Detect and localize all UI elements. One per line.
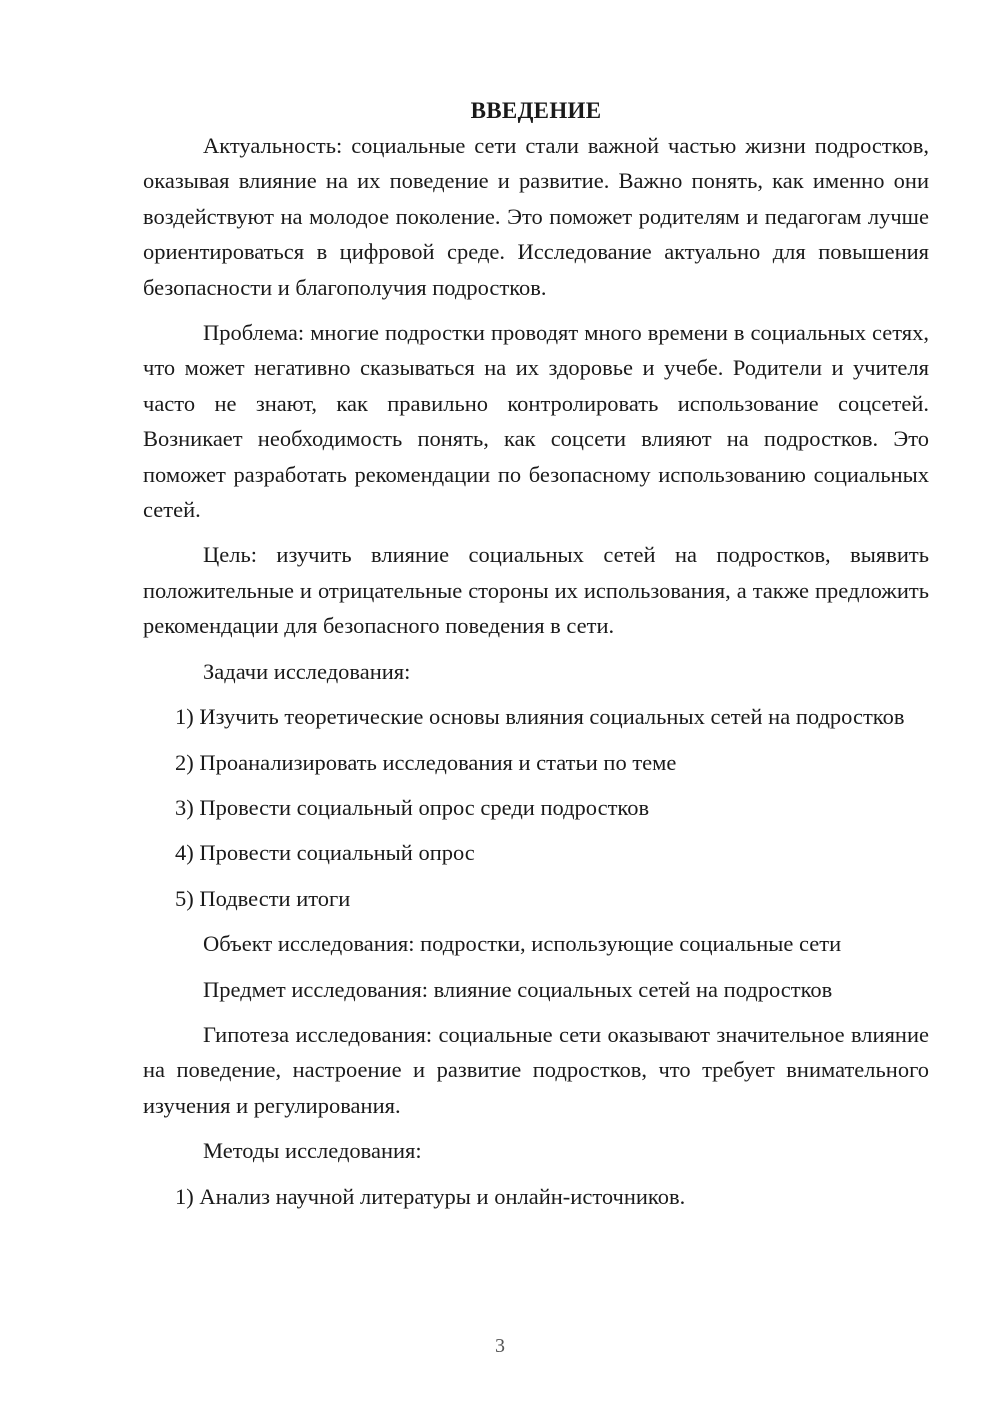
- problem-paragraph: Проблема: многие подростки проводят много времени в социальных сетях, что может негативно сказываться на их здоровье и учебе. Родители и учителя часто не знают, как правильно контролировать использование соцсетей. Возникает необходимость понять, как соцсети влияют на подростков. Это поможет разработать рекомендации по безопасному использованию социальных сетей.: [143, 320, 929, 523]
- goal-paragraph: Цель: изучить влияние социальных сетей на подростков, выявить положительные и отрицательные стороны их использования, а также предложить рекомендации для безопасного поведения в сети.: [143, 542, 929, 639]
- section-title: ВВЕДЕНИЕ: [470, 98, 602, 123]
- task-item-3: 3) Провести социальный опрос среди подростков: [175, 794, 650, 820]
- page-number: 3: [495, 1335, 505, 1357]
- research-subject: Предмет исследования: влияние социальных сетей на подростков: [203, 976, 833, 1002]
- task-item-2: 2) Проанализировать исследования и статьи по теме: [175, 749, 677, 775]
- research-object: Объект исследования: подростки, использующие социальные сети: [203, 931, 842, 957]
- document-page: [143, 96, 929, 1224]
- methods-heading: Методы исследования:: [203, 1138, 422, 1164]
- method-item-1: 1) Анализ научной литературы и онлайн-источников.: [175, 1183, 686, 1209]
- task-item-5: 5) Подвести итоги: [175, 885, 351, 911]
- tasks-heading: Задачи исследования:: [203, 658, 411, 684]
- relevance-paragraph: Актуальность: социальные сети стали важной частью жизни подростков, оказывая влияние на их поведение и развитие. Важно понять, как именно они воздействуют на молодое поколение. Это поможет родителям и педагогам лучше ориентироваться в цифровой среде. Исследование актуально для повышения безопасности и благополучия подростков.: [143, 133, 929, 300]
- task-item-4: 4) Провести социальный опрос: [175, 840, 475, 866]
- task-item-1: 1) Изучить теоретические основы влияния социальных сетей на подростков: [175, 704, 905, 730]
- hypothesis-paragraph: Гипотеза исследования: социальные сети оказывают значительное влияние на поведение, настроение и развитие подростков, что требует внимательного изучения и регулирования.: [143, 1021, 929, 1118]
